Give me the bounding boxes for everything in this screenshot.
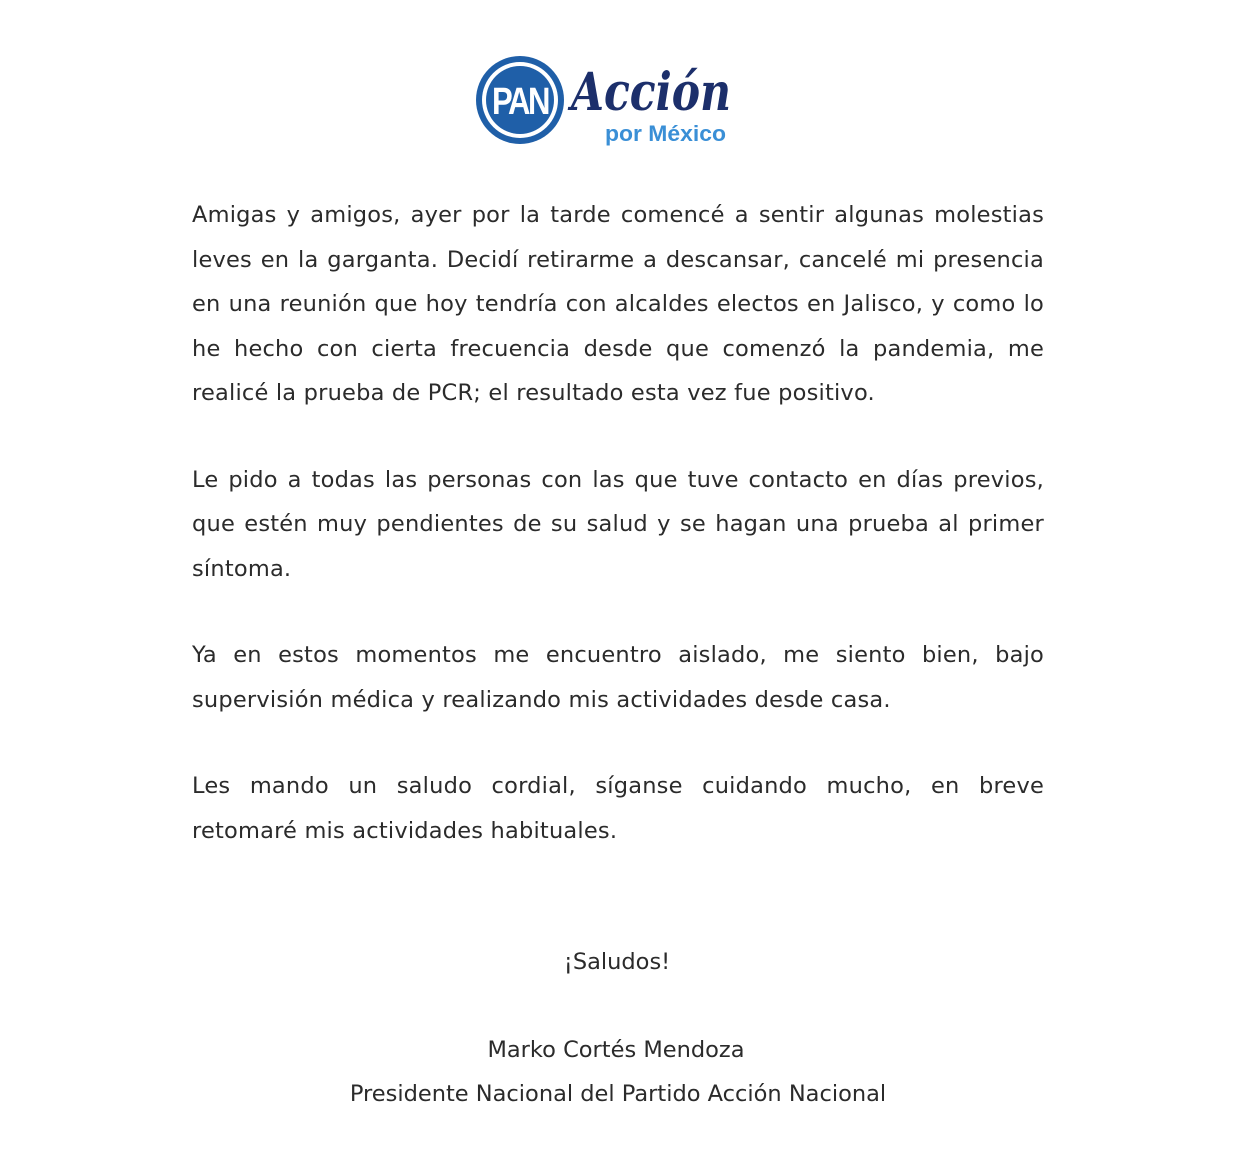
pan-accion-por-mexico-logo [474,44,734,159]
paragraph-3: Ya en estos momentos me encuentro aislado, me siento bien, bajo supervisión médica y realizando mis actividades desde casa. [192,642,1044,713]
paragraph-2: Le pido a todas las personas con las que tuve contacto en días previos, que estén muy pendientes de su salud y se hagan una prueba al primer síntoma. [192,466,1044,582]
signature-name: Marko Cortés Mendoza [487,1037,745,1063]
logo-graphic [474,44,734,159]
signature-title: Presidente Nacional del Partido Acción Nacional [349,1081,887,1107]
paragraph-1: Amigas y amigos, ayer por la tarde comencé a sentir algunas molestias leves en la garganta. Decidí retirarme a descansar, cancelé mi presencia en una reunión que hoy tendría con alcaldes electos en Jalisco, y como lo he hecho con cierta frecuencia desde que comenzó la pandemia, me realicé la prueba de PCR; el resultado esta vez fue positivo. [192,202,1044,406]
emblem-text: PAN [492,81,549,123]
letter-body [192,193,1044,895]
wordmark-main: Acción [566,62,731,123]
closing-greeting: ¡Saludos! [563,949,671,975]
wordmark-sub: por México [605,121,726,146]
paragraph-4: Les mando un saludo cordial, síganse cuidando mucho, en breve retomaré mis actividades habituales. [192,773,1044,844]
